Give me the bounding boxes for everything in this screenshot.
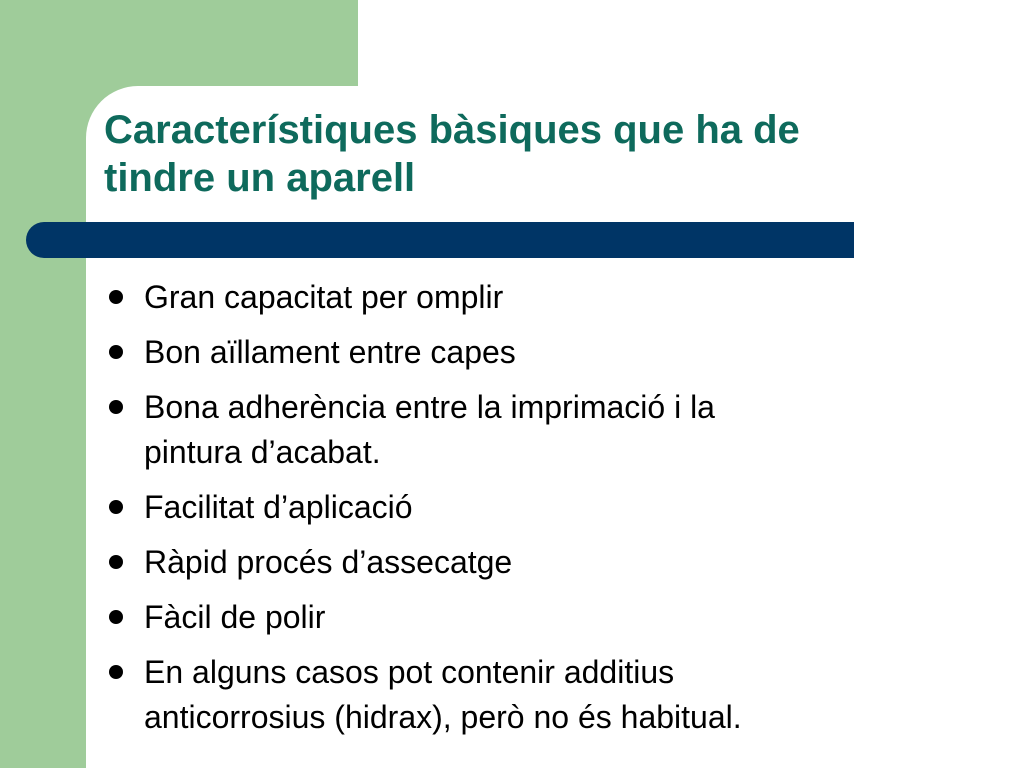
slide-title bbox=[104, 106, 984, 202]
bullet-item-adherence bbox=[104, 385, 1004, 475]
bullet-dot-icon bbox=[109, 290, 123, 304]
title-divider-bar bbox=[26, 222, 854, 258]
bullet-list bbox=[104, 275, 1004, 750]
slide-title-line-2: tindre un aparell bbox=[104, 156, 416, 200]
bullet-item-drying bbox=[104, 540, 1004, 585]
bullet-text-continuation: pintura d’acabat. bbox=[144, 434, 381, 470]
bullet-item-polishing bbox=[104, 595, 1004, 640]
bullet-text: Ràpid procés d’assecatge bbox=[144, 544, 513, 580]
bullet-text: Gran capacitat per omplir bbox=[144, 279, 504, 315]
bullet-text-continuation: anticorrosius (hidrax), però no és habitual. bbox=[144, 699, 742, 735]
slide-title-line-1: Característiques bàsiques que ha de bbox=[104, 108, 800, 152]
bullet-text: Bon aïllament entre capes bbox=[144, 334, 516, 370]
bullet-item-application bbox=[104, 485, 1004, 530]
bullet-dot-icon bbox=[109, 500, 123, 514]
bullet-dot-icon bbox=[109, 610, 123, 624]
bullet-text: Bona adherència entre la imprimació i la bbox=[144, 389, 715, 425]
bullet-dot-icon bbox=[109, 665, 123, 679]
bullet-item-additives bbox=[104, 650, 1004, 740]
bullet-dot-icon bbox=[109, 555, 123, 569]
bullet-item-capacity bbox=[104, 275, 1004, 320]
bullet-item-insulation bbox=[104, 330, 1004, 375]
bullet-dot-icon bbox=[109, 345, 123, 359]
bullet-text: Fàcil de polir bbox=[144, 599, 326, 635]
bullet-dot-icon bbox=[109, 400, 123, 414]
bullet-text: Facilitat d’aplicació bbox=[144, 489, 413, 525]
bullet-text: En alguns casos pot contenir additius bbox=[144, 654, 675, 690]
